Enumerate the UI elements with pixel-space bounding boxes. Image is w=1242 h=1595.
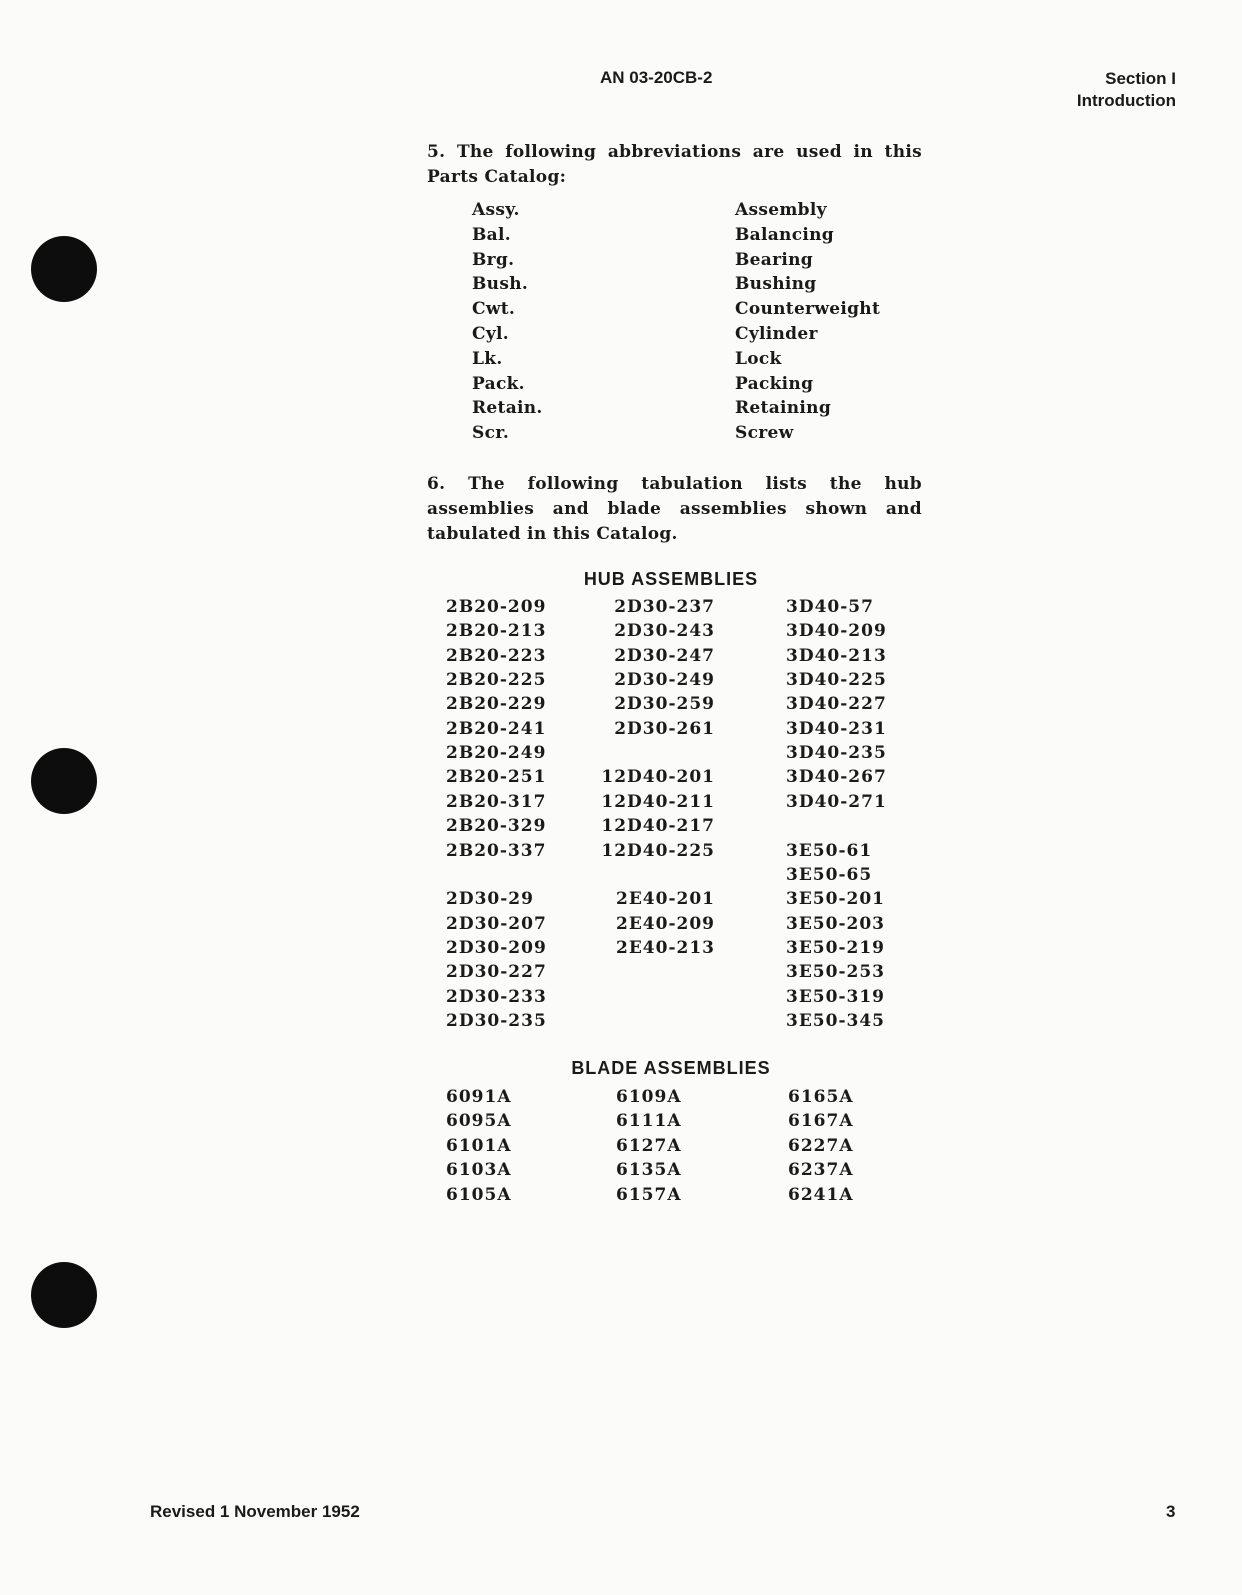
table-cell: 3D40-235 [786, 743, 887, 764]
table-cell: 2D30-261 [614, 718, 715, 739]
table-cell: 3E50-203 [786, 913, 885, 934]
table-cell: 6165A [788, 1087, 854, 1107]
table-cell: 2B20-213 [446, 621, 547, 642]
table-cell: 2B20-223 [446, 645, 547, 666]
abbreviation-row [0, 250, 1242, 275]
table-cell: 2D30-227 [446, 962, 547, 983]
section-number: Section I [1105, 69, 1176, 88]
abbreviation-meaning: Counterweight [735, 299, 881, 320]
table-cell: 6237A [788, 1160, 854, 1181]
abbreviation: Bush. [472, 274, 529, 295]
abbreviation-meaning: Packing [735, 373, 814, 394]
table-cell: 6241A [788, 1184, 854, 1205]
table-cell: 3D40-231 [786, 718, 887, 739]
section-heading [1077, 68, 1176, 112]
table-cell: 2D30-209 [446, 937, 547, 958]
table-cell: 2D30-29 [446, 889, 534, 910]
table-cell: 2B20-225 [446, 670, 547, 691]
table-cell: 6157A [616, 1184, 682, 1205]
table-cell: 2E40-209 [616, 913, 715, 934]
table-cell: 6103A [446, 1160, 512, 1181]
table-cell: 2D30-237 [614, 597, 715, 617]
table-cell: 2E40-213 [616, 937, 715, 958]
table-cell: 2B20-249 [446, 743, 547, 764]
table-cell: 2D30-243 [614, 621, 715, 642]
table-cell: 6105A [446, 1184, 512, 1205]
table-cell: 2B20-229 [446, 694, 547, 715]
table-cell: 2B20-329 [446, 816, 547, 837]
table-cell: 6095A [446, 1111, 512, 1132]
section-title: Introduction [1076, 91, 1176, 110]
page-number: 3 [1166, 1502, 1176, 1521]
abbreviation-meaning: Bearing [735, 249, 813, 270]
table-cell: 3E50-319 [786, 986, 885, 1007]
abbreviation: Bal. [472, 224, 511, 245]
hub-assemblies-title: HUB ASSEMBLIES [583, 569, 759, 589]
abbreviation: Cyl. [472, 324, 509, 344]
table-cell: 3D40-225 [786, 670, 887, 691]
table-cell: 2B20-317 [446, 791, 547, 812]
table-cell: 12D40-211 [601, 791, 715, 812]
abbreviation: Lk. [472, 348, 503, 369]
abbreviation: Scr. [472, 423, 510, 444]
table-cell: 2D30-233 [446, 986, 547, 1007]
abbreviation-row [0, 225, 1242, 250]
abbreviation: Pack. [472, 373, 525, 394]
table-cell: 12D40-201 [601, 767, 715, 788]
abbreviation: Retain. [472, 398, 543, 419]
abbreviation-row [0, 349, 1242, 374]
table-cell: 3D40-227 [786, 694, 887, 715]
table-cell: 3D40-267 [786, 767, 887, 788]
table-cell: 6109A [616, 1087, 682, 1107]
table-cell: 12D40-225 [601, 840, 715, 861]
abbreviation-meaning: Cylinder [735, 324, 818, 344]
table-cell: 3E50-201 [786, 889, 885, 910]
abbreviation: Assy. [472, 200, 520, 220]
abbreviation-row [0, 324, 1242, 349]
table-cell: 2E40-201 [616, 889, 715, 910]
table-cell: 3E50-65 [786, 864, 873, 885]
abbreviation-meaning: Retaining [735, 398, 832, 419]
abbreviation-row [0, 200, 1242, 225]
abbreviation-row [0, 398, 1242, 423]
table-cell: 2D30-247 [614, 645, 715, 666]
abbreviation-meaning: Lock [735, 348, 782, 369]
table-cell: 6101A [446, 1135, 512, 1156]
table-cell: 12D40-217 [601, 816, 715, 837]
table-cell: 6127A [616, 1135, 682, 1156]
table-cell: 2B20-209 [446, 597, 547, 617]
table-cell: 3E50-345 [786, 1010, 885, 1031]
blade-assemblies-title: BLADE ASSEMBLIES [571, 1058, 771, 1078]
table-cell: 2B20-241 [446, 718, 547, 739]
table-cell: 3D40-271 [786, 791, 887, 812]
table-cell: 2D30-259 [614, 694, 715, 715]
binder-hole [31, 1262, 97, 1328]
table-cell: 3E50-61 [786, 840, 873, 861]
abbreviation-row [0, 299, 1242, 324]
table-cell: 3E50-219 [786, 937, 885, 958]
paragraph-5: 5. The following abbreviations are used in this Parts Catalog: [427, 142, 922, 187]
binder-hole [31, 748, 97, 814]
table-cell: 6091A [446, 1087, 512, 1107]
table-cell: 2D30-235 [446, 1010, 547, 1031]
abbreviation-meaning: Assembly [735, 200, 827, 220]
abbreviation: Cwt. [472, 299, 516, 320]
table-cell: 2B20-251 [446, 767, 547, 788]
abbreviation-row [0, 274, 1242, 299]
abbreviation-meaning: Balancing [735, 224, 834, 245]
table-cell: 2B20-337 [446, 840, 547, 861]
abbreviation-meaning: Bushing [735, 274, 817, 295]
table-cell: 3D40-209 [786, 621, 887, 642]
table-cell: 6135A [616, 1160, 682, 1181]
abbreviation: Brg. [472, 249, 515, 270]
abbreviation-row [0, 374, 1242, 399]
abbreviation-row [0, 423, 1242, 448]
table-cell: 6111A [616, 1111, 682, 1132]
paragraph-6: 6. The following tabulation lists the hub assemblies and blade assemblies shown and tabulated in this Catalog. [427, 474, 922, 544]
table-cell: 2D30-207 [446, 913, 547, 934]
table-cell: 3E50-253 [786, 962, 885, 983]
revision-date: Revised 1 November 1952 [150, 1502, 360, 1521]
table-cell: 2D30-249 [614, 670, 715, 691]
table-cell: 6227A [788, 1135, 854, 1156]
table-cell: 6167A [788, 1111, 854, 1132]
table-cell: 3D40-57 [786, 597, 874, 617]
abbreviation-meaning: Screw [735, 423, 794, 444]
table-cell: 3D40-213 [786, 645, 887, 666]
document-id: AN 03-20CB-2 [600, 68, 713, 87]
